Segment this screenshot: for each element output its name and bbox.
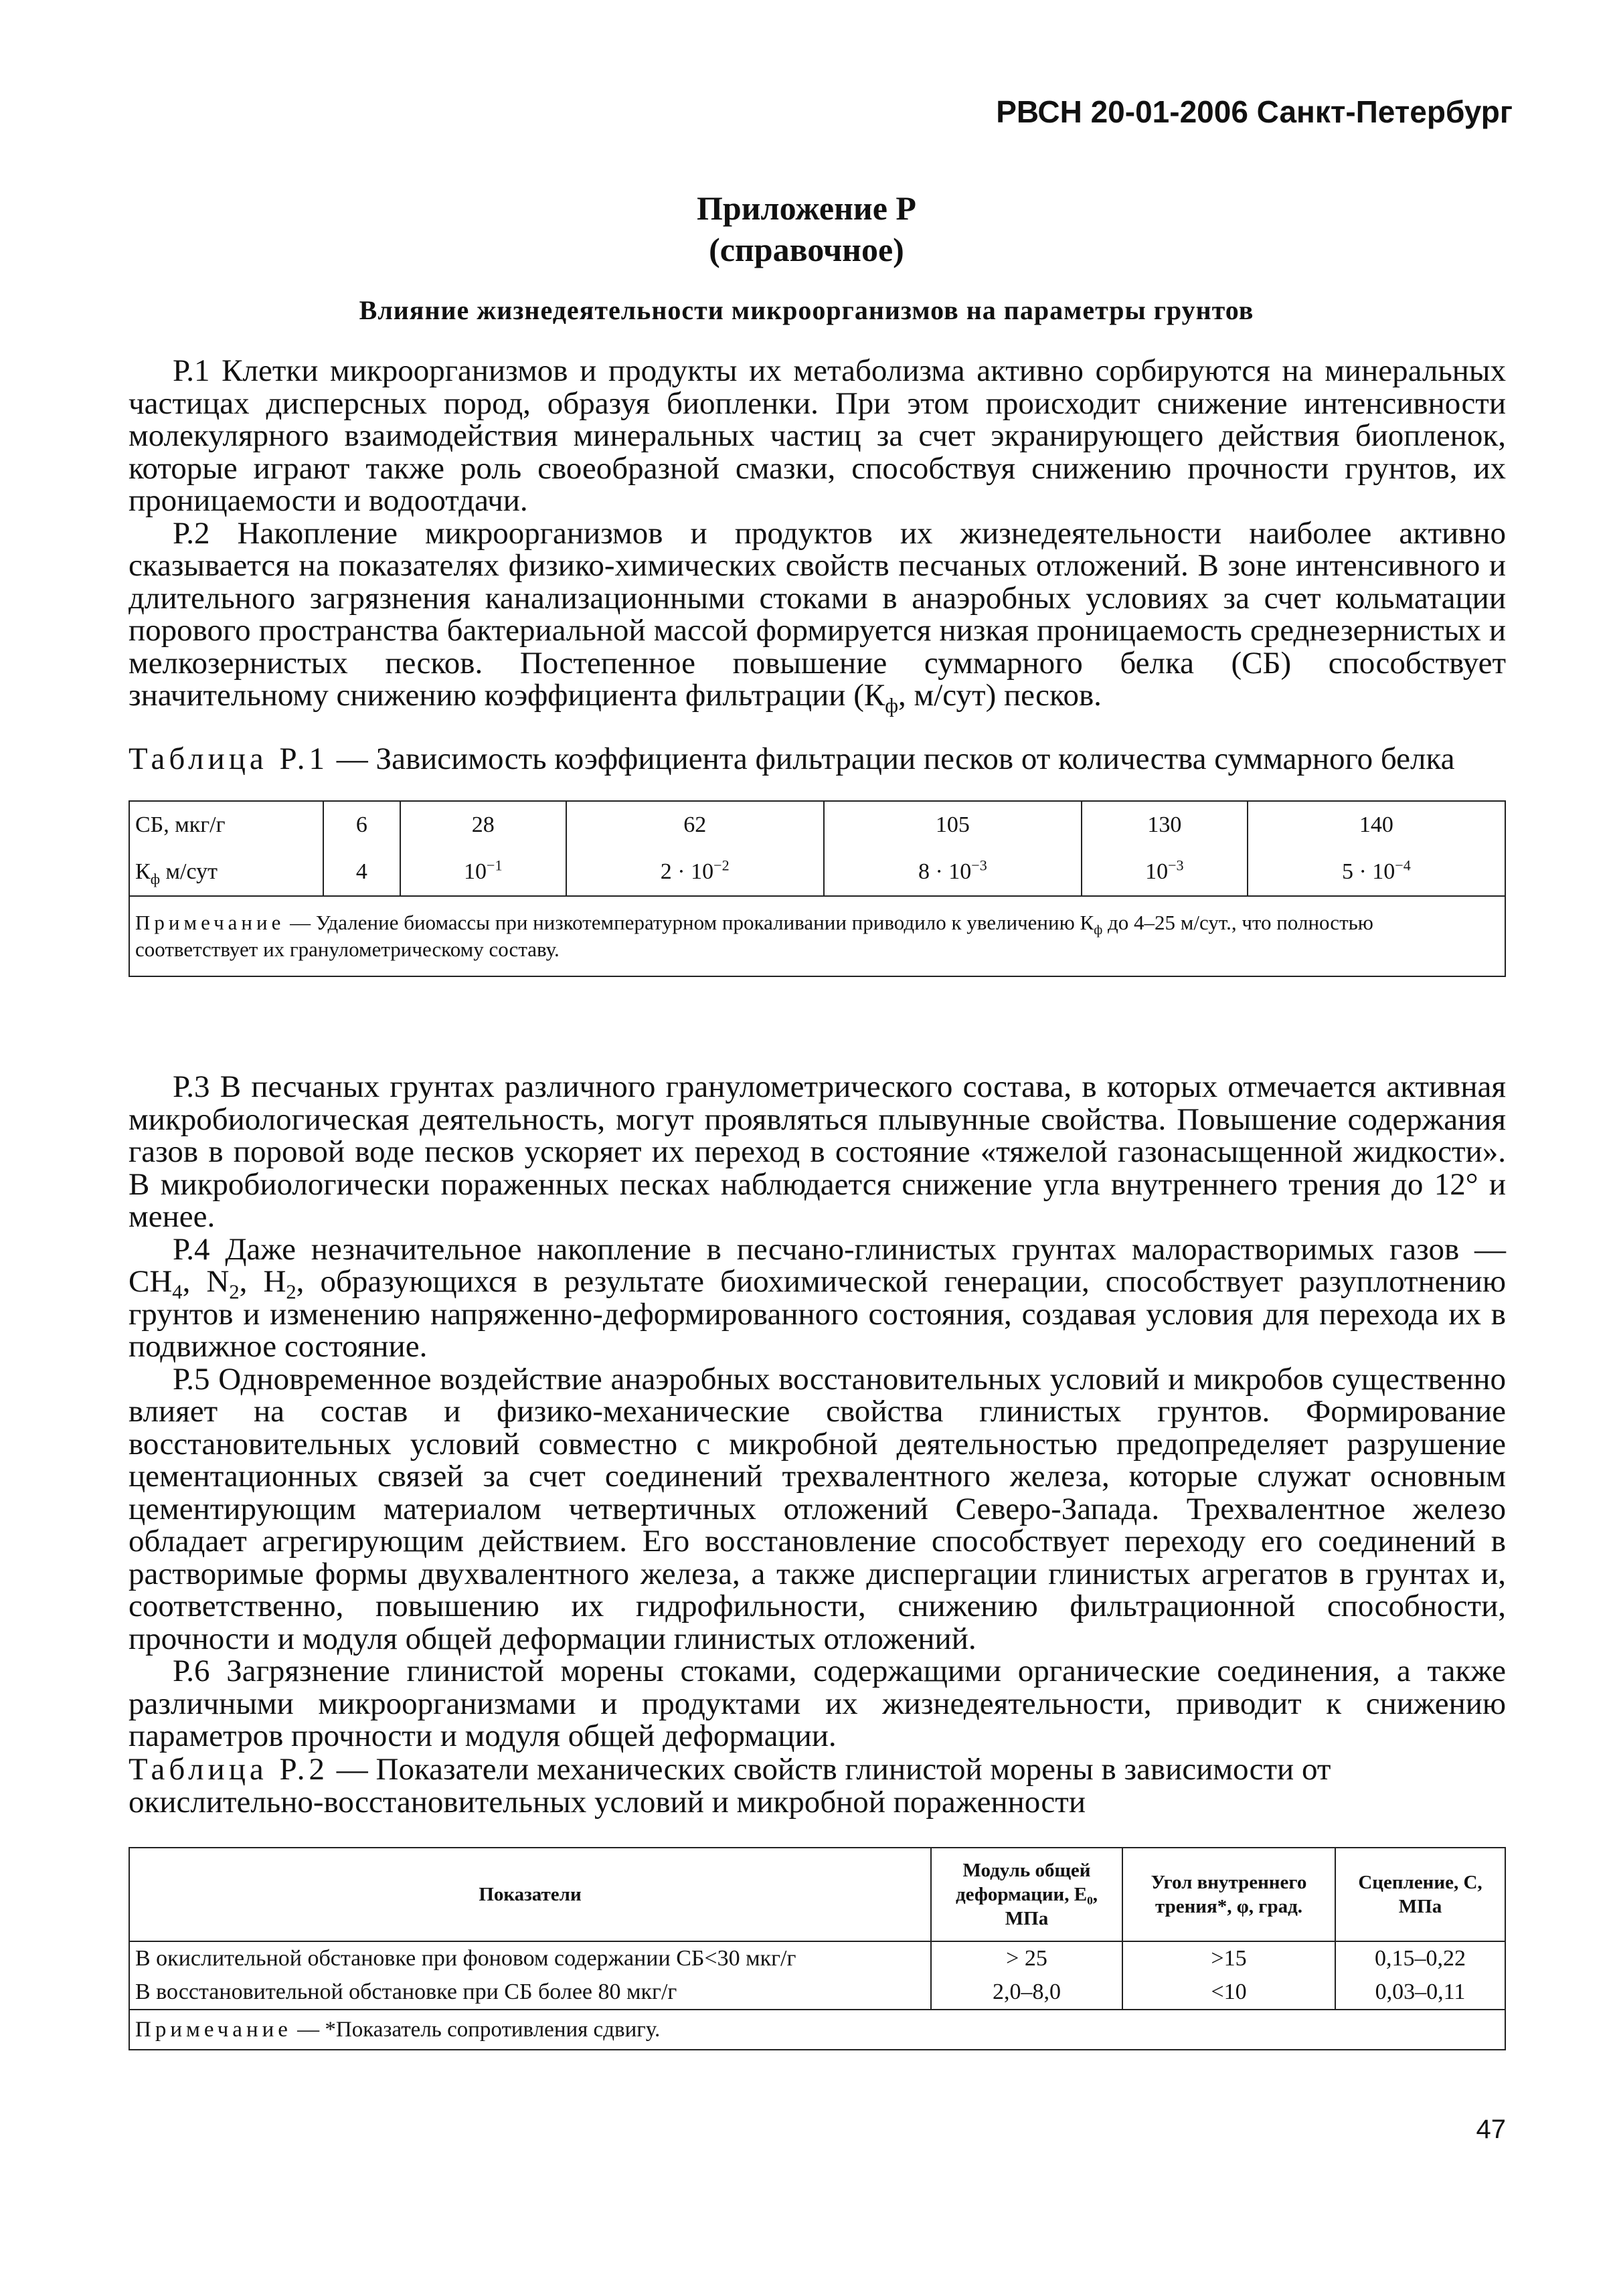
- table-cell: 105: [824, 801, 1082, 849]
- table-cell: В восстановительной обстановке при СБ более 80 мкг/г: [129, 1975, 931, 2010]
- table-cell: 62: [566, 801, 824, 849]
- table-row: [129, 849, 1505, 896]
- appendix-subtitle: (справочное): [709, 231, 904, 268]
- table-note-row: [129, 896, 1505, 976]
- table1-note: Примечание — Удаление биомассы при низкотемпературном прокаливании приводило к увеличению $К_ф$ до 4–25 м/сут., что полностью соответствует их гранулометрическому составу.: [129, 896, 1505, 976]
- table1-caption-text: — Зависимость коэффициента фильтрации песков от количества суммарного белка: [329, 741, 1455, 776]
- table-header-cell: Угол внутреннего трения*, φ, град.: [1122, 1848, 1335, 1941]
- appendix-title: Приложение Р: [697, 189, 916, 227]
- table-r1: [129, 800, 1506, 977]
- table-cell: 140: [1248, 801, 1505, 849]
- table2-note: Примечание — *Показатель сопротивления сдвигу.: [129, 2010, 1505, 2050]
- table-cell: 28: [400, 801, 566, 849]
- table1-caption-label: Таблица Р.1: [129, 741, 329, 776]
- table-r2: [129, 1847, 1506, 2050]
- table-cell: 4: [323, 849, 400, 896]
- table-cell: 6: [323, 801, 400, 849]
- table-row: [129, 1941, 1505, 1975]
- table-cell: В окислительной обстановке при фоновом содержании СБ<30 мкг/г: [129, 1941, 931, 1975]
- table2-caption-label: Таблица Р.2: [129, 1752, 329, 1787]
- table-cell: <10: [1122, 1975, 1335, 2010]
- paragraph-p3: Р.3 В песчаных грунтах различного гранулометрического состава, в которых отмечается активная микробиологическая деятельность, могут проявляться плывунные свойства. Повышение содержания газов в поровой воде песков ускоряет их переход в состояние «тяжелой газонасыщенной жидкости». В микробиологически пораженных песках наблюдается снижение угла внутреннего трения до 12° и менее.: [129, 1069, 1506, 1234]
- table-row: [129, 1975, 1505, 2010]
- table-cell: СБ, мкг/г: [129, 801, 323, 849]
- paragraph-p1: Р.1 Клетки микроорганизмов и продукты их метаболизма активно сорбируются на минеральных частицах дисперсных пород, образуя биопленки. При этом происходит снижение интенсивности молекулярного взаимодействия минеральных частиц за счет экранирующего действия биопленок, которые играют также роль своеобразной смазки, способствуя снижению прочности грунтов, их проницаемости и водоотдачи.: [129, 353, 1506, 518]
- table2-caption: [129, 1753, 1506, 1818]
- table-cell: $К_ф$ м/сут: [129, 849, 323, 896]
- table2-caption-text: — Показатели механических свойств глинистой морены в зависимости от окислительно-восстановительных условий и микробной пораженности: [129, 1752, 1331, 1820]
- table-header-cell: Сцепление, C, МПа: [1335, 1848, 1505, 1941]
- table-header-cell: Модуль общей деформации, E₀, МПа: [931, 1848, 1122, 1941]
- table-cell: $8 \cdot 10^{-3}$: [824, 849, 1082, 896]
- page-number: 47: [1476, 2115, 1506, 2144]
- text-block-2: [129, 1071, 1506, 1753]
- table1-caption: [129, 743, 1506, 776]
- table-note-row: [129, 2010, 1505, 2050]
- table-cell: $5 \cdot 10^{-4}$: [1248, 849, 1505, 896]
- section-title: Влияние жизнедеятельности микроорганизмов на параметры грунтов: [359, 295, 1254, 325]
- table-cell: 0,15–0,22: [1335, 1941, 1505, 1975]
- table-cell: > 25: [931, 1941, 1122, 1975]
- text-block-1: [129, 353, 1506, 717]
- table-cell: $10^{-3}$: [1082, 849, 1248, 896]
- table-cell: $2 \cdot 10^{-2}$: [566, 849, 824, 896]
- paragraph-p2: Р.2 Накопление микроорганизмов и продуктов их жизнедеятельности наиболее активно сказывается на показателях физико-химических свойств песчаных отложений. В зоне интенсивного и длительного загрязнения канализационными стоками в анаэробных условиях за счет кольматации порового пространства бактериальной массой формируется низкая проницаемость среднезернистых и мелкозернистых песков. Постепенное повышение суммарного белка (СБ) способствует значительному снижению коэффициента фильтрации ($К_ф$, м/сут) песков.: [129, 515, 1506, 717]
- table-header-cell: Показатели: [129, 1848, 931, 1941]
- paragraph-p5: Р.5 Одновременное воздействие анаэробных восстановительных условий и микробов существенно влияет на состав и физико-механические свойства глинистых грунтов. Формирование восстановительных условий совместно с микробной деятельностью предопределяет разрушение цементационных связей за счет соединений трехвалентного железа, которые служат основным цементирующим материалом четвертичных отложений Северо-Запада. Трехвалентное железо обладает агрегирующим действием. Его восстановление способствует переходу его соединений в растворимые формы двухвалентного железа, а также диспергации глинистых агрегатов в грунтах и, соответственно, повышению их гидрофильности, снижению фильтрационной способности, прочности и модуля общей деформации глинистых отложений.: [129, 1361, 1506, 1656]
- paragraph-p4: Р.4 Даже незначительное накопление в песчано-глинистых грунтах малорастворимых газов — $CH_4$, $N_2$, $H_2$, образующихся в результате биохимической генерации, способствует разуплотнению грунтов и изменению напряженно-деформированного состояния, создавая условия для перехода их в подвижное состояние.: [129, 1231, 1506, 1364]
- table-cell: 0,03–0,11: [1335, 1975, 1505, 2010]
- paragraph-p6: Р.6 Загрязнение глинистой морены стоками, содержащими органические соединения, а также различными микроорганизмами и продуктами их жизнедеятельности, приводит к снижению параметров прочности и модуля общей деформации.: [129, 1654, 1506, 1753]
- table-cell: $10^{-1}$: [400, 849, 566, 896]
- table-row: [129, 801, 1505, 849]
- table-cell: 130: [1082, 801, 1248, 849]
- running-header: РВСН 20-01-2006 Санкт-Петербург: [996, 94, 1513, 129]
- table-cell: 2,0–8,0: [931, 1975, 1122, 2010]
- table-header-row: [129, 1848, 1505, 1941]
- table-cell: >15: [1122, 1941, 1335, 1975]
